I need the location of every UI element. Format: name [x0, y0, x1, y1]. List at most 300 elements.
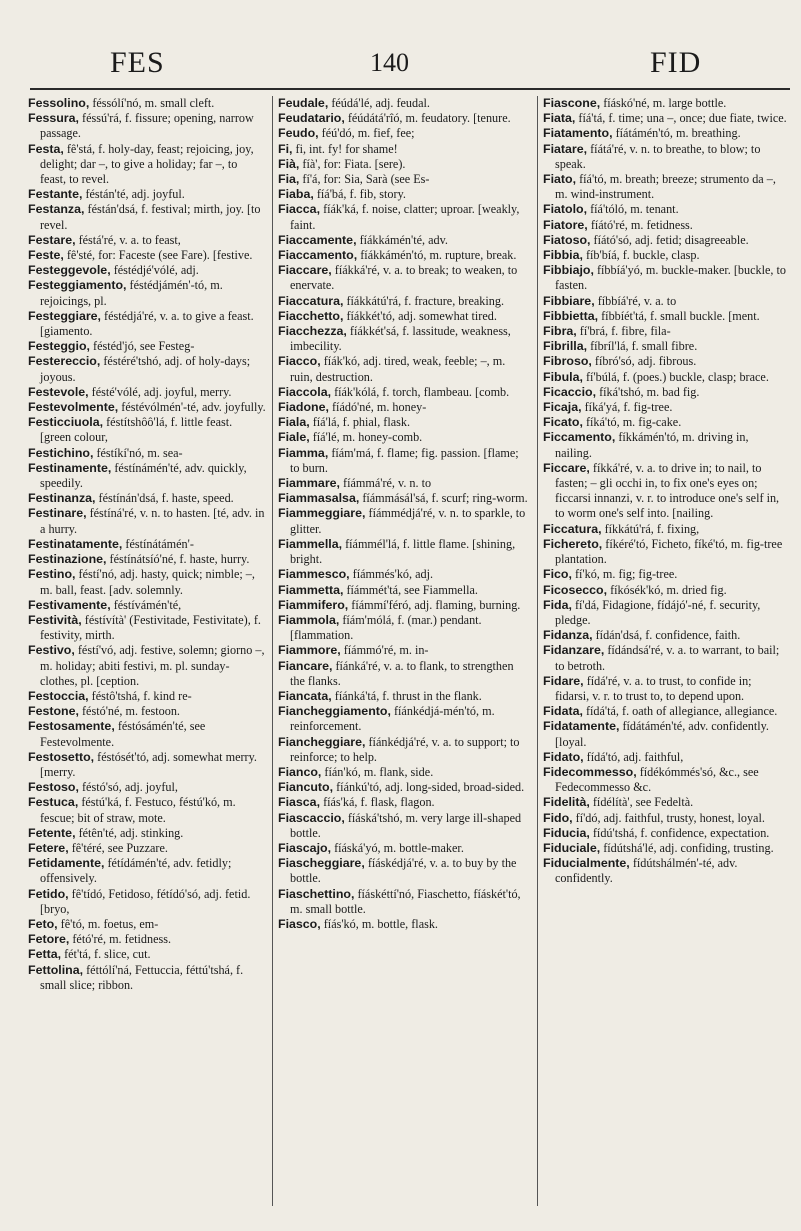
entry-headword: Fiacchezza, [278, 324, 347, 339]
entry-definition: féstíná'ré, v. n. to hasten. [té, adv. in a hurry. [40, 506, 265, 536]
entry-definition: fê'tídó, Fetidoso, fétídó'só, adj. fetid. [bryo, [40, 886, 251, 916]
entry-definition: fétídámén'té, adv. fetidly; offensively. [40, 856, 232, 886]
entry-headword: Fetta, [28, 947, 62, 962]
dictionary-entry [543, 719, 788, 749]
entry-definition: fí'brá, f. fibre, fila- [579, 324, 671, 339]
entry-headword: Fida, [543, 597, 572, 612]
dictionary-entry [278, 506, 530, 536]
entry-definition: féstédjámén'-tó, m. rejoicings, pl. [40, 278, 223, 308]
dictionary-entry [543, 765, 788, 795]
entry-definition: féstíkí'nó, m. sea- [96, 445, 183, 460]
entry-definition: féstú'ká, f. Festuco, féstú'kó, m. fescue; bit of straw, mote. [40, 795, 236, 825]
dictionary-entry [278, 613, 530, 643]
dictionary-entry [278, 491, 530, 506]
entry-definition: fíátá'ré, v. n. to breathe, to blow; to speak. [555, 141, 761, 171]
entry-definition: fídá'tá, f. oath of allegiance, allegiance. [585, 704, 778, 719]
dictionary-entry [28, 446, 266, 461]
dictionary-entry [278, 248, 530, 263]
dictionary-entry [543, 294, 788, 309]
dictionary-entry [28, 947, 266, 962]
entry-headword: Ficcatura, [543, 521, 602, 536]
entry-definition: fíás'ká, f. flask, flagon. [323, 795, 435, 810]
entry-headword: Fiato, [543, 172, 577, 187]
dictionary-entry [278, 856, 530, 886]
entry-definition: fíà', for: Fiata. [sere). [302, 156, 406, 171]
entry-definition: fíánká'tá, f. thrust in the flank. [334, 688, 482, 703]
entry-headword: Fiduciale, [543, 840, 601, 855]
entry-definition: fídá'ré, v. a. to trust, to confide in; fidarsi, v. r. to trust to, to depend upon. [555, 673, 752, 703]
dictionary-entry [543, 795, 788, 810]
entry-headword: Fiadone, [278, 400, 329, 415]
entry-definition: fê'sté, for: Faceste (see Fare). [festive. [66, 248, 253, 263]
entry-definition: fíá'tá, f. time; una –, once; due fiate, twice. [578, 111, 787, 126]
entry-headword: Fiancata, [278, 688, 332, 703]
dictionary-entry [278, 780, 530, 795]
entry-headword: Fessura, [28, 111, 79, 126]
dictionary-entry [278, 598, 530, 613]
entry-headword: Fiaccamento, [278, 248, 358, 263]
entry-headword: Fiammare, [278, 476, 340, 491]
entry-headword: Fiammeggiare, [278, 506, 366, 521]
entry-definition: fíádó'né, m. honey- [332, 400, 427, 415]
entry-definition: féssólí'nó, m. small cleft. [92, 96, 215, 110]
dictionary-entry [28, 385, 266, 400]
dictionary-entry [28, 750, 266, 780]
entry-definition: féúdátá'rîó, m. feudatory. [tenure. [347, 111, 511, 126]
entry-definition: fíáskéttí'nó, Fiaschetto, fíáskét'tó, m. small bottle. [290, 886, 521, 916]
entry-headword: Fiatare, [543, 141, 588, 156]
entry-headword: Festoccia, [28, 688, 89, 703]
entry-headword: Fibbia, [543, 248, 583, 263]
dictionary-entry [28, 795, 266, 825]
entry-definition: fíánká'ré, v. a. to flank, to strengthen the flanks. [290, 658, 514, 688]
entry-definition: féúdá'lé, adj. feudal. [331, 96, 430, 110]
entry-headword: Fiascone, [543, 96, 601, 110]
entry-definition: fíákkét'sá, f. lassitude, weakness, imbecility. [290, 324, 511, 354]
dictionary-entry [28, 704, 266, 719]
entry-definition: fíáskó'né, m. large bottle. [603, 96, 727, 110]
entry-headword: Fibrilla, [543, 339, 588, 354]
dictionary-entry [28, 613, 266, 643]
entry-definition: fídú'tshá, f. confidence, expectation. [592, 825, 770, 840]
entry-headword: Ficcamento, [543, 430, 616, 445]
dictionary-entry [543, 111, 788, 126]
entry-definition: fídátámén'té, adv. confidently. [loyal. [555, 719, 769, 749]
entry-definition: fíák'ká, f. noise, clatter; uproar. [weakly, faint. [290, 202, 520, 232]
left-guide-word: FES [110, 46, 165, 79]
entry-headword: Fiale, [278, 430, 310, 445]
dictionary-entry [278, 476, 530, 491]
dictionary-entry [278, 263, 530, 293]
dictionary-entry [543, 583, 788, 598]
dictionary-entry [28, 506, 266, 536]
dictionary-entry [28, 917, 266, 932]
entry-definition: féstínámén'té, adv. quickly, speedily. [40, 460, 247, 491]
entry-headword: Festuca, [28, 795, 79, 810]
column-2 [278, 96, 530, 1216]
column-3 [543, 96, 788, 1216]
dictionary-entry [543, 96, 788, 111]
entry-definition: fíámmí'féró, adj. flaming, burning. [351, 597, 521, 612]
entry-headword: Fiacca, [278, 202, 321, 217]
entry-headword: Feudatario, [278, 111, 345, 126]
entry-definition: féstó'né, m. festoon. [82, 704, 180, 719]
dictionary-entry [28, 263, 266, 278]
entry-headword: Fettolina, [28, 962, 84, 977]
entry-definition: fíáská'tshó, m. very large ill-shaped bottle. [290, 810, 522, 840]
entry-headword: Festosamente, [28, 719, 115, 734]
entry-headword: Fibra, [543, 324, 577, 339]
entry-definition: fídá'tó, adj. faithful, [586, 749, 684, 764]
entry-headword: Fiasco, [278, 916, 321, 931]
entry-headword: Fià, [278, 156, 300, 171]
dictionary-entry [28, 461, 266, 491]
entry-definition: fíb'bíá, f. buckle, clasp. [585, 248, 700, 263]
entry-headword: Fibroso, [543, 354, 592, 369]
entry-definition: fésté'vólé, adj. joyful, merry. [91, 384, 232, 399]
dictionary-entry [28, 932, 266, 947]
dictionary-entry [28, 309, 266, 339]
entry-definition: fíámmásál'sá, f. scurf; ring-worm. [362, 491, 528, 506]
entry-definition: fíkká'ré, v. a. to drive in; to nail, to fasten; – gli occhi in, to fix one's eyes on; ficcarsi innanzi, v. r. to introduce one's self in, to worm one's self into. [nailing. [555, 460, 780, 521]
entry-headword: Fiammella, [278, 536, 343, 551]
entry-headword: Fetido, [28, 886, 69, 901]
dictionary-entry [278, 415, 530, 430]
entry-definition: féstínán'dsá, f. haste, speed. [98, 491, 234, 506]
dictionary-entry [278, 172, 530, 187]
dictionary-entry [278, 583, 530, 598]
entry-definition: fíá'lá, f. phial, flask. [312, 415, 411, 430]
entry-headword: Festinanza, [28, 491, 96, 506]
dictionary-entry [278, 233, 530, 248]
dictionary-entry [28, 826, 266, 841]
entry-definition: féstívítà' (Festivitade, Festivitate), f. festivity, mirth. [40, 612, 261, 643]
entry-definition: fíán'kó, m. flank, side. [324, 764, 434, 779]
dictionary-entry [278, 294, 530, 309]
entry-definition: féttólí'ná, Fettuccia, féttú'tshá, f. small slice; ribbon. [40, 962, 244, 992]
entry-definition: fíákká'ré, v. a. to break; to weaken, to enervate. [290, 263, 518, 293]
entry-definition: féú'dó, m. fief, fee; [321, 126, 415, 141]
dictionary-entry [278, 430, 530, 445]
dictionary-entry [28, 187, 266, 202]
entry-headword: Festevolmente, [28, 400, 119, 415]
entry-definition: fíá'tó, m. breath; breeze; strumento da –, m. wind-instrument. [555, 172, 776, 202]
entry-headword: Fibbiajo, [543, 263, 594, 278]
entry-headword: Fi, [278, 141, 293, 156]
dictionary-entry [28, 841, 266, 856]
dictionary-entry [278, 567, 530, 582]
entry-columns [28, 96, 794, 1216]
entry-definition: fê'tó, m. foetus, em- [60, 916, 159, 931]
dictionary-entry [28, 963, 266, 993]
dictionary-entry [543, 309, 788, 324]
dictionary-entry [543, 628, 788, 643]
dictionary-entry [28, 856, 266, 886]
dictionary-entry [278, 643, 530, 658]
dictionary-entry [543, 248, 788, 263]
entry-headword: Festivo, [28, 643, 75, 658]
entry-definition: fíánkú'tó, adj. long-sided, broad-sided. [336, 780, 525, 795]
entry-headword: Fiascajo, [278, 840, 332, 855]
entry-headword: Fiala, [278, 415, 310, 430]
entry-definition: fíkósék'kó, m. dried fig. [610, 582, 727, 597]
entry-headword: Festinazione, [28, 552, 107, 567]
entry-headword: Festeggio, [28, 339, 90, 354]
entry-headword: Fidanza, [543, 628, 593, 643]
entry-headword: Fidecommesso, [543, 764, 637, 779]
dictionary-entry [28, 339, 266, 354]
entry-headword: Festosetto, [28, 749, 95, 764]
entry-headword: Festinamente, [28, 460, 112, 475]
dictionary-entry [28, 887, 266, 917]
entry-definition: fíák'kó, adj. tired, weak, feeble; –, m. ruin, destruction. [290, 354, 506, 384]
entry-headword: Fiatamento, [543, 126, 613, 141]
entry-headword: Festinatamente, [28, 536, 123, 551]
entry-headword: Festante, [28, 187, 83, 202]
entry-headword: Fiammore, [278, 643, 341, 658]
entry-definition: fíánkédjá'ré, v. a. to support; to reinforce; to help. [290, 734, 520, 764]
entry-headword: Festività, [28, 612, 82, 627]
entry-definition: fí'á, for: Sia, Sarà (see Es- [302, 172, 430, 187]
dictionary-entry [278, 354, 530, 384]
entry-definition: fíká'tó, m. fig-cake. [585, 415, 682, 430]
entry-headword: Fidata, [543, 704, 583, 719]
entry-definition: fíámmédjá'ré, v. n. to sparkle, to glitter. [290, 506, 526, 536]
dictionary-entry [28, 491, 266, 506]
dictionary-entry [543, 415, 788, 430]
entry-headword: Fido, [543, 810, 573, 825]
dictionary-entry [543, 400, 788, 415]
dictionary-entry [543, 339, 788, 354]
entry-headword: Fiammetta, [278, 582, 344, 597]
entry-headword: Festeggiamento, [28, 278, 127, 293]
entry-definition: fíám'mólá, f. (mar.) pendant. [flammation. [290, 612, 482, 643]
dictionary-entry [28, 142, 266, 188]
dictionary-entry [543, 522, 788, 537]
entry-headword: Feudale, [278, 96, 329, 110]
dictionary-entry [543, 598, 788, 628]
dictionary-entry [278, 96, 530, 111]
entry-definition: fétên'té, adj. stinking. [78, 825, 184, 840]
entry-headword: Fidare, [543, 673, 584, 688]
dictionary-entry [28, 415, 266, 445]
entry-headword: Festereccio, [28, 354, 101, 369]
dictionary-entry [278, 446, 530, 476]
entry-headword: Fiatore, [543, 217, 588, 232]
dictionary-entry [543, 841, 788, 856]
entry-headword: Fessolino, [28, 96, 90, 110]
dictionary-entry [28, 111, 266, 141]
dictionary-entry [543, 811, 788, 826]
entry-definition: féstán'dsá, f. festival; mirth, joy. [to revel. [40, 202, 261, 232]
dictionary-entry [278, 887, 530, 917]
entry-definition: fíákkét'tó, adj. somewhat tired. [346, 308, 497, 323]
entry-definition: fí'dó, adj. faithful, trusty, honest, loyal. [575, 810, 765, 825]
dictionary-entry [543, 704, 788, 719]
entry-headword: Fibbiare, [543, 293, 595, 308]
entry-definition: fíbbíá'ré, v. a. to [597, 293, 677, 308]
entry-definition: féstô'tshá, f. kind re- [91, 688, 192, 703]
dictionary-entry [28, 202, 266, 232]
entry-definition: fíákkátú'rá, f. fracture, breaking. [346, 293, 504, 308]
entry-definition: fê'stá, f. holy-day, feast; rejoicing, joy, delight; dar –, to give a holiday; far –, to feast, to revel. [40, 141, 254, 187]
entry-definition: féstédjá'ré, v. a. to give a feast. [giamento. [40, 308, 254, 339]
entry-definition: fíátó'ré, m. fetidness. [590, 217, 693, 232]
entry-definition: féstívámén'té, [113, 597, 182, 612]
entry-headword: Ficato, [543, 415, 583, 430]
entry-headword: Fiammesco, [278, 567, 350, 582]
dictionary-entry [543, 856, 788, 886]
entry-definition: féstósámén'té, see Festevolmente. [40, 719, 206, 749]
entry-headword: Fiancheggiamento, [278, 704, 391, 719]
entry-headword: Fiasca, [278, 795, 321, 810]
dictionary-entry [543, 385, 788, 400]
entry-headword: Fetente, [28, 825, 76, 840]
entry-headword: Festicciuola, [28, 415, 104, 430]
entry-headword: Fiammifero, [278, 597, 349, 612]
entry-headword: Fibula, [543, 369, 583, 384]
entry-definition: féstí'vó, adj. festive, solemn; giorno –, m. holiday; abiti festivi, m. pl. sunday-clothes, pl. [ception. [40, 643, 265, 688]
entry-definition: fídékómmés'só, &c., see Fedecommesso &c. [555, 764, 759, 795]
dictionary-entry [543, 461, 788, 522]
dictionary-entry [278, 111, 530, 126]
entry-headword: Fiaba, [278, 187, 314, 202]
entry-definition: fíkkámén'tó, m. driving in, nailing. [555, 430, 749, 460]
entry-headword: Fiancuto, [278, 780, 334, 795]
entry-definition: fíká'tshó, m. bad fig. [599, 384, 700, 399]
dictionary-entry [543, 643, 788, 673]
column-divider [537, 96, 538, 1206]
entry-definition: féstósét'tó, adj. somewhat merry. [merry. [40, 749, 257, 779]
entry-headword: Festivamente, [28, 597, 111, 612]
entry-headword: Feste, [28, 248, 64, 263]
dictionary-entry [28, 248, 266, 263]
dictionary-entry [543, 263, 788, 293]
entry-definition: fí'dá, Fidagione, fídájó'-né, f. security, pledge. [555, 597, 761, 627]
entry-definition: fíás'kó, m. bottle, flask. [323, 916, 438, 931]
entry-definition: féstéd'jó, see Festeg- [93, 339, 195, 354]
entry-definition: fí'búlá, f. (poes.) buckle, clasp; brace. [585, 369, 769, 384]
entry-headword: Festichino, [28, 445, 94, 460]
entry-definition: fídándsá'ré, v. a. to warrant, to bail; to betroth. [555, 643, 780, 673]
entry-headword: Feudo, [278, 126, 319, 141]
dictionary-entry [278, 765, 530, 780]
entry-headword: Fiata, [543, 111, 576, 126]
entry-headword: Fibbietta, [543, 308, 599, 323]
entry-definition: féstán'té, adj. joyful. [85, 187, 185, 202]
entry-definition: fíámmés'kó, adj. [352, 567, 434, 582]
entry-headword: Fiducia, [543, 825, 590, 840]
entry-headword: Ficaja, [543, 400, 582, 415]
dictionary-entry [543, 370, 788, 385]
dictionary-entry [543, 126, 788, 141]
entry-headword: Fetidamente, [28, 856, 105, 871]
entry-headword: Festeggiare, [28, 308, 101, 323]
entry-definition: fíkkátú'rá, f. fixing, [604, 521, 700, 536]
entry-headword: Fiammasalsa, [278, 491, 360, 506]
dictionary-entry [543, 172, 788, 202]
entry-headword: Fidatamente, [543, 719, 620, 734]
dictionary-entry [543, 218, 788, 233]
dictionary-entry [543, 233, 788, 248]
dictionary-entry [543, 537, 788, 567]
dictionary-entry [28, 233, 266, 248]
dictionary-entry [543, 567, 788, 582]
entry-definition: fíámmó'ré, m. in- [343, 643, 429, 658]
entry-definition: fétó'ré, m. fetidness. [72, 932, 172, 947]
entry-definition: fíá'tóló, m. tenant. [590, 202, 679, 217]
dictionary-entry [28, 278, 266, 308]
dictionary-entry [278, 659, 530, 689]
entry-definition: féssú'rá, f. fissure; opening, narrow passage. [40, 111, 254, 141]
entry-headword: Festoso, [28, 780, 79, 795]
entry-definition: fíátámén'tó, m. breathing. [615, 126, 741, 141]
dictionary-entry [543, 826, 788, 841]
entry-headword: Fiatoso, [543, 232, 591, 247]
dictionary-entry [543, 142, 788, 172]
entry-definition: fíbró'só, adj. fibrous. [594, 354, 697, 369]
entry-definition: fíbríl'lá, f. small fibre. [590, 339, 698, 354]
dictionary-entry [543, 354, 788, 369]
dictionary-entry [28, 567, 266, 597]
column-1 [28, 96, 266, 1216]
dictionary-entry [278, 841, 530, 856]
entry-headword: Festone, [28, 704, 79, 719]
entry-headword: Fiaccatura, [278, 293, 344, 308]
dictionary-entry [543, 202, 788, 217]
entry-definition: fídútshálmén'-té, adv. confidently. [555, 856, 738, 886]
entry-headword: Fiacco, [278, 354, 321, 369]
dictionary-entry [28, 719, 266, 749]
entry-headword: Festino, [28, 567, 76, 582]
entry-headword: Fiancheggiare, [278, 734, 366, 749]
entry-headword: Fidato, [543, 749, 584, 764]
entry-headword: Fiascaccio, [278, 810, 345, 825]
entry-headword: Festevole, [28, 384, 89, 399]
dictionary-entry [278, 811, 530, 841]
entry-headword: Fiatolo, [543, 202, 588, 217]
entry-headword: Ficaccio, [543, 384, 597, 399]
dictionary-entry [28, 400, 266, 415]
entry-headword: Fiascheggiare, [278, 856, 365, 871]
dictionary-entry [28, 598, 266, 613]
entry-definition: fíá'bá, f. fib, story. [316, 187, 406, 202]
entry-definition: féstínátsíó'né, f. haste, hurry. [109, 552, 250, 567]
dictionary-entry [28, 780, 266, 795]
entry-definition: féstédjé'vólé, adj. [113, 263, 199, 278]
dictionary-entry [278, 917, 530, 932]
entry-headword: Festa, [28, 141, 64, 156]
entry-headword: Fetore, [28, 932, 70, 947]
entry-headword: Fico, [543, 567, 572, 582]
dictionary-entry [278, 126, 530, 141]
dictionary-entry [278, 202, 530, 232]
entry-definition: fíák'kólá, f. torch, flambeau. [comb. [334, 384, 510, 399]
page-number: 140 [370, 48, 409, 77]
entry-headword: Festeggevole, [28, 263, 111, 278]
entry-definition: féstá'ré, v. a. to feast, [78, 232, 181, 247]
entry-headword: Fianco, [278, 764, 322, 779]
page-header [0, 44, 801, 84]
entry-definition: féstí'nó, adj. hasty, quick; nimble; –, m. ball, feast. [adv. solemnly. [40, 567, 255, 597]
entry-definition: fíátó'só, adj. fetid; disagreeable. [593, 232, 749, 247]
entry-definition: fíáská'yó, m. bottle-maker. [334, 840, 464, 855]
entry-headword: Festanza, [28, 202, 85, 217]
dictionary-entry [278, 795, 530, 810]
entry-headword: Fiducialmente, [543, 856, 630, 871]
dictionary-entry [543, 674, 788, 704]
header-rule [30, 88, 790, 90]
